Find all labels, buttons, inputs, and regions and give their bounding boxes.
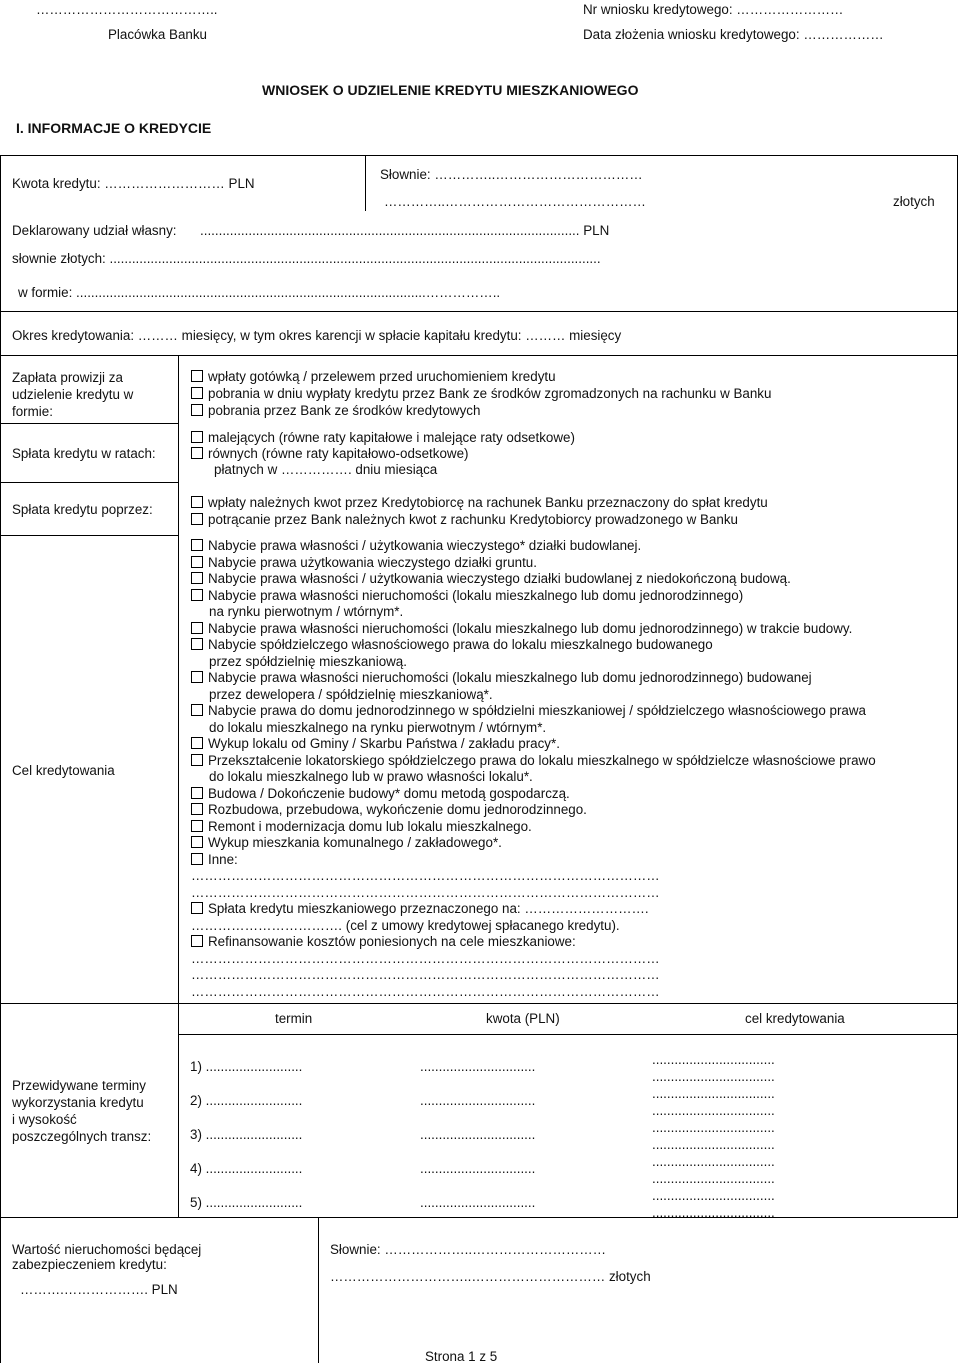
tranche-purpose[interactable]: ................................. [652,1086,775,1101]
checkbox[interactable] [191,370,203,382]
purpose-option-continuation: na rynku pierwotnym / wtórnym*. [209,604,404,619]
loan-amount: Kwota kredytu: ……………………… PLN [12,176,255,191]
purpose-option-continuation: do lokalu mieszkalnego lub w prawo własności lokalu*. [209,769,533,784]
tranche-term[interactable]: 4) .......................... [190,1161,303,1176]
checkbox[interactable] [191,589,203,601]
branch-label: Placówka Banku [108,27,207,42]
grid-line [957,155,958,1218]
checkbox[interactable] [191,787,203,799]
loan-period: Okres kredytowania: ……… miesięcy, w tym okres karencji w spłacie kapitału kredytu: ……… miesięcy [12,328,622,343]
repay-housing-note: ……………………………. (cel z umowy kredytowej spłacanego kredytu). [191,917,620,933]
purpose-option[interactable]: Budowa / Dokończenie budowy* domu metodą gospodarczą. [191,786,876,803]
purpose-list [191,538,876,1000]
purpose-option-continuation: przez spółdzielnię mieszkaniową. [209,653,407,669]
grid-line [0,155,1,312]
tranche-amount[interactable]: ............................... [420,1093,536,1108]
tranche-term[interactable]: 3) .......................... [190,1127,303,1142]
purpose-option[interactable]: Wykup lokalu od Gminy / Skarbu Państwa / zakładu pracy*. [191,736,876,753]
tranche-amount[interactable]: ............................... [420,1195,536,1210]
other-purpose-line: …………………………………………………………………………………………… [191,884,660,900]
purpose-option[interactable]: Remont i modernizacja domu lub lokalu mieszkalnego. [191,819,876,836]
repayment-options [191,494,768,528]
purpose-option-continuation: przez dewelopera / spółdzielnię mieszkaniową*. [209,686,493,702]
checkbox[interactable] [191,539,203,551]
amount-in-words-line2: …………..……………………………………… [384,194,646,209]
own-share-words: słownie złotych: .................................................................................................................................... [12,251,601,266]
checkbox[interactable] [191,556,203,568]
page-number: Strona 1 z 5 [425,1349,498,1364]
purpose-option[interactable]: Nabycie prawa użytkowania wieczystego działki gruntu. [191,555,876,572]
grid-line [0,423,178,424]
purpose-option[interactable]: Nabycie prawa własności / użytkowania wieczystego działki budowlanej z niedokończoną budową. [191,571,876,588]
tranche-purpose[interactable]: ................................. [652,1137,775,1152]
grid-line [0,1003,958,1004]
purpose-option[interactable]: Nabycie prawa własności nieruchomości (lokalu mieszkalnego lub domu jednorodzinnego) budowanej [191,670,876,687]
tranche-term[interactable]: 5) .......................... [190,1195,303,1210]
checkbox[interactable] [191,935,203,947]
commission-option[interactable]: pobrania przez Bank ze środków kredytowych [191,402,771,419]
tranche-purposes [652,1051,775,1221]
purpose-option[interactable]: Przekształcenie lokatorskiego spółdzielczego prawa do lokalu mieszkalnego w spółdzielcze własnościowe prawo [191,753,876,770]
collateral-words-line2[interactable]: …………………………..………………………… złotych [330,1269,651,1284]
tranche-header-term: termin [275,1011,313,1026]
tranche-amount[interactable]: ............................... [420,1059,536,1074]
purpose-option[interactable]: Nabycie spółdzielczego własnościowego prawa do lokalu mieszkalnego budowanego [191,637,876,654]
checkbox[interactable] [191,737,203,749]
grid-line [0,155,958,156]
tranche-purpose[interactable]: ................................. [652,1052,775,1067]
own-share-form: w formie: ..............................................................................................…………….. [18,285,501,300]
other-purpose-line: …………………………………………………………………………………………… [191,868,660,883]
tranche-purpose[interactable]: ................................. [652,1188,775,1203]
own-share-value: ...................................................................................................... PLN [200,223,610,238]
grid-line [0,482,178,483]
grid-line [0,535,178,536]
grid-line [0,355,958,356]
checkbox[interactable] [191,622,203,634]
checkbox[interactable] [191,513,203,525]
tranche-amounts [420,1050,535,1220]
purpose-label: Cel kredytowania [12,763,115,778]
installment-option[interactable]: malejących (równe raty kapitałowe i malejące raty odsetkowe) [191,430,575,446]
installment-option[interactable]: równych (równe raty kapitałowo-odsetkowe) [191,446,575,462]
purpose-option[interactable]: Nabycie prawa do domu jednorodzinnego w spółdzielni mieszkaniowej / spółdzielczego własnościowego prawa [191,703,876,720]
amount-unit: złotych [893,194,935,209]
purpose-option[interactable]: Nabycie prawa własności / użytkowania wieczystego* działki budowlanej. [191,538,876,555]
refinance-line: …………………………………………………………………………………………… [191,967,660,982]
tranche-purpose[interactable]: ................................. [652,1171,775,1186]
tranche-amount[interactable]: ............................... [420,1161,536,1176]
collateral-value[interactable]: ……….………………. PLN [20,1282,178,1297]
checkbox[interactable] [191,572,203,584]
own-share-label: Deklarowany udział własny: [12,223,177,238]
commission-label: Zapłata prowizji za udzielenie kredytu w formie: [12,370,134,419]
checkbox[interactable] [191,704,203,716]
page-title: WNIOSEK O UDZIELENIE KREDYTU MIESZKANIOWEGO [262,82,639,98]
tranche-purpose[interactable]: ................................. [652,1154,775,1169]
tranche-terms [190,1050,302,1220]
purpose-option[interactable]: Rozbudowa, przebudowa, wykończenie domu jednorodzinnego. [191,802,876,819]
refinance-option[interactable]: Refinansowanie kosztów poniesionych na cele mieszkaniowe: [191,934,876,951]
purpose-option[interactable]: Wykup mieszkania komunalnego / zakładowego*. [191,835,876,852]
purpose-option-continuation: do lokalu mieszkalnego na rynku pierwotnym / wtórnym*. [209,719,547,735]
checkbox[interactable] [191,387,203,399]
amount-in-words: Słownie: …………..…………………………… [380,167,643,182]
grid-line [178,1034,958,1035]
tranche-header-purpose: cel kredytowania [745,1011,845,1026]
tranche-purpose[interactable]: ................................. [652,1103,775,1118]
grid-line [0,311,958,312]
installment-options [191,430,575,478]
purpose-option[interactable]: Nabycie prawa własności nieruchomości (lokalu mieszkalnego lub domu jednorodzinnego) [191,588,876,605]
tranche-term[interactable]: 2) .......................... [190,1093,303,1108]
tranche-purpose[interactable]: ................................. [652,1069,775,1084]
checkbox[interactable] [191,820,203,832]
repay-housing-option[interactable]: Spłata kredytu mieszkaniowego przeznaczonego na: ………………………. [191,901,876,918]
tranche-purpose[interactable]: ................................. [652,1120,775,1135]
collateral-words[interactable]: Słownie: ………………..………………………… [330,1242,607,1257]
collateral-label: Wartość nieruchomości będącej zabezpieczeniem kredytu: [12,1242,202,1272]
checkbox[interactable] [191,671,203,683]
grid-line [365,155,366,211]
application-number: Nr wniosku kredytowego: …………………… [583,2,844,17]
checkbox[interactable] [191,836,203,848]
commission-options [191,368,771,419]
payment-day: płatnych w ……………. dniu miesiąca [214,462,438,477]
purpose-option[interactable]: Inne: [191,852,876,869]
checkbox[interactable] [191,431,203,443]
grid-line [178,355,179,1217]
grid-line [318,1217,319,1363]
application-date: Data złożenia wniosku kredytowego: ……………… [583,27,884,42]
repayment-option[interactable]: potrącanie przez Bank należnych kwot z rachunku Kredytobiorcy prowadzonego w Banku [191,511,768,528]
tranches-label: Przewidywane terminy wykorzystania kredytu i wysokość poszczególnych transz: [12,1078,152,1144]
checkbox[interactable] [191,902,203,914]
refinance-line: …………………………………………………………………………………………… [191,983,660,999]
installments-label: Spłata kredytu w ratach: [12,446,156,461]
section-title: I. INFORMACJE O KREDYCIE [16,120,212,136]
checkbox[interactable] [191,496,203,508]
checkbox[interactable] [191,447,203,459]
tranche-purpose[interactable]: ................................. [652,1205,775,1220]
grid-line [0,311,1,1363]
repayment-label: Spłata kredytu poprzez: [12,502,153,517]
checkbox[interactable] [191,404,203,416]
checkbox[interactable] [191,754,203,766]
checkbox[interactable] [191,803,203,815]
commission-option[interactable]: wpłaty gotówką / przelewem przed uruchomieniem kredytu [191,368,771,385]
tranche-term[interactable]: 1) .......................... [190,1059,303,1074]
branch-dots: ………………………………….. [36,2,218,17]
purpose-option[interactable]: Nabycie prawa własności nieruchomości (lokalu mieszkalnego lub domu jednorodzinnego) w trakcie budowy. [191,621,876,638]
tranche-header-amount: kwota (PLN) [486,1011,560,1026]
checkbox[interactable] [191,638,203,650]
refinance-line: …………………………………………………………………………………………… [191,950,660,966]
checkbox[interactable] [191,853,203,865]
commission-option[interactable]: pobrania w dniu wypłaty kredytu przez Bank ze środków zgromadzonych na rachunku w Banku [191,385,771,402]
tranche-amount[interactable]: ............................... [420,1127,536,1142]
repayment-option[interactable]: wpłaty należnych kwot przez Kredytobiorcę na rachunek Banku przeznaczony do spłat kredytu [191,494,768,511]
